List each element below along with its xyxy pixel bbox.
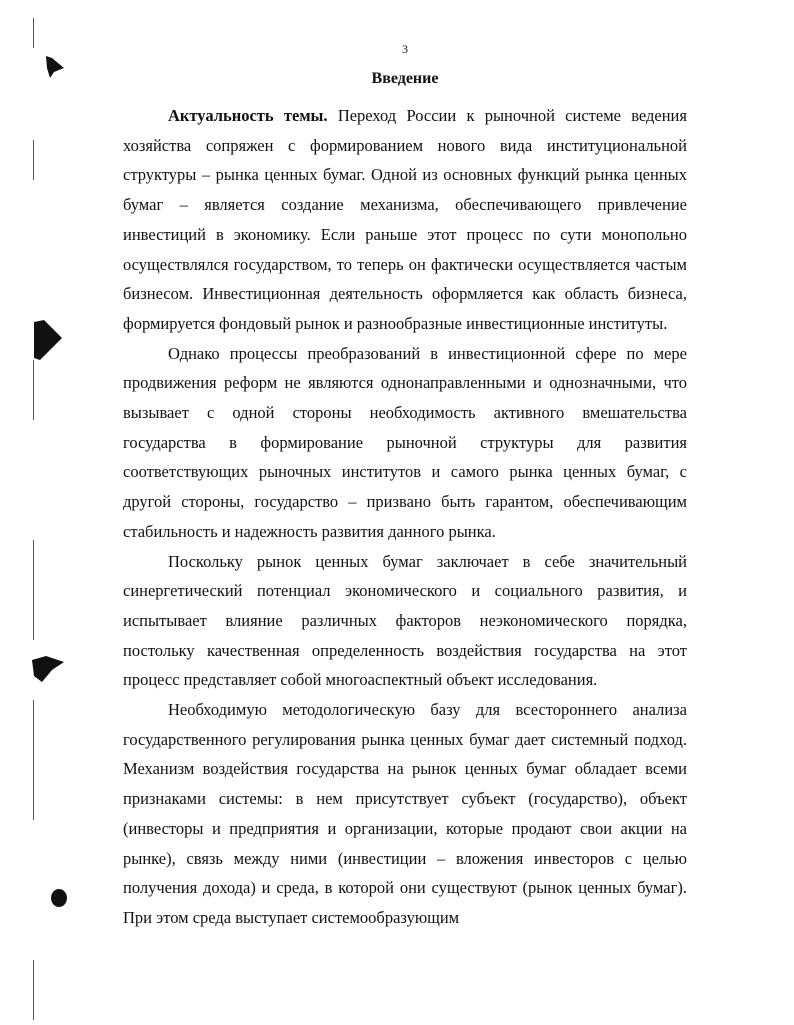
paragraph bbox=[123, 101, 687, 339]
scan-margin-line bbox=[33, 360, 34, 420]
page-number: 3 bbox=[402, 42, 408, 56]
paragraph: Необходимую методологическую базу для всестороннего анализа государственного регулирования рынка ценных бумаг дает системный подход. Механизм воздействия государства на рынок ценных бумаг обладает всеми признаками системы: в нем присутствует субъект (государство), объект (инвесторы и предприятия и организации, которые продают свои акции на рынке), связь между ними (инвестиции – вложения инвесторов с целью получения дохода) и среда, в которой они существуют (рынок ценных бумаг). При этом среда выступает системообразующим bbox=[123, 700, 687, 927]
paragraph-lead: Актуальность темы. bbox=[168, 106, 328, 125]
scan-margin-line bbox=[33, 700, 34, 820]
scan-blot bbox=[32, 654, 66, 684]
scan-blot bbox=[34, 318, 64, 362]
body-text bbox=[123, 101, 687, 933]
paragraph: Однако процессы преобразований в инвестиционной сфере по мере продвижения реформ не являются однонаправленными и однозначными, что вызывает с одной стороны необходимость активного вмешательства государства в формирование рыночной структуры для развития соответствующих рыночных институтов и самого рынка ценных бумаг, с другой стороны, государство – призвано быть гарантом, обеспечивающим стабильность и надежность развития данного рынка. bbox=[123, 343, 687, 541]
scan-blot bbox=[50, 888, 68, 908]
paragraph-text: Переход России к рыночной системе ведения хозяйства сопряжен с формированием нового вида институциональной структуры – рынка ценных бумаг. Одной из основных функций рынка ценных бумаг – является создание механизма, обеспечивающего привлечение инвестиций в экономику. Если раньше этот процесс по сути монопольно осуществлялся государством, то теперь он фактически осуществляется частым бизнесом. Инвестиционная деятельность оформляется как область бизнеса, формируется фондовый рынок и разнообразные инвестиционные институты. bbox=[123, 106, 687, 333]
scan-margin-line bbox=[33, 540, 34, 640]
page-title: Введение bbox=[371, 70, 439, 87]
scan-margin-line bbox=[33, 960, 34, 1020]
scan-margin-line bbox=[33, 140, 34, 180]
paragraph: Поскольку рынок ценных бумаг заключает в себе значительный синергетический потенциал экономического и социального развития, и испытывает влияние различных факторов неэкономического порядка, постольку качественная определенность воздействия государства на этот процесс представляет собой многоаспектный объект исследования. bbox=[123, 551, 687, 690]
